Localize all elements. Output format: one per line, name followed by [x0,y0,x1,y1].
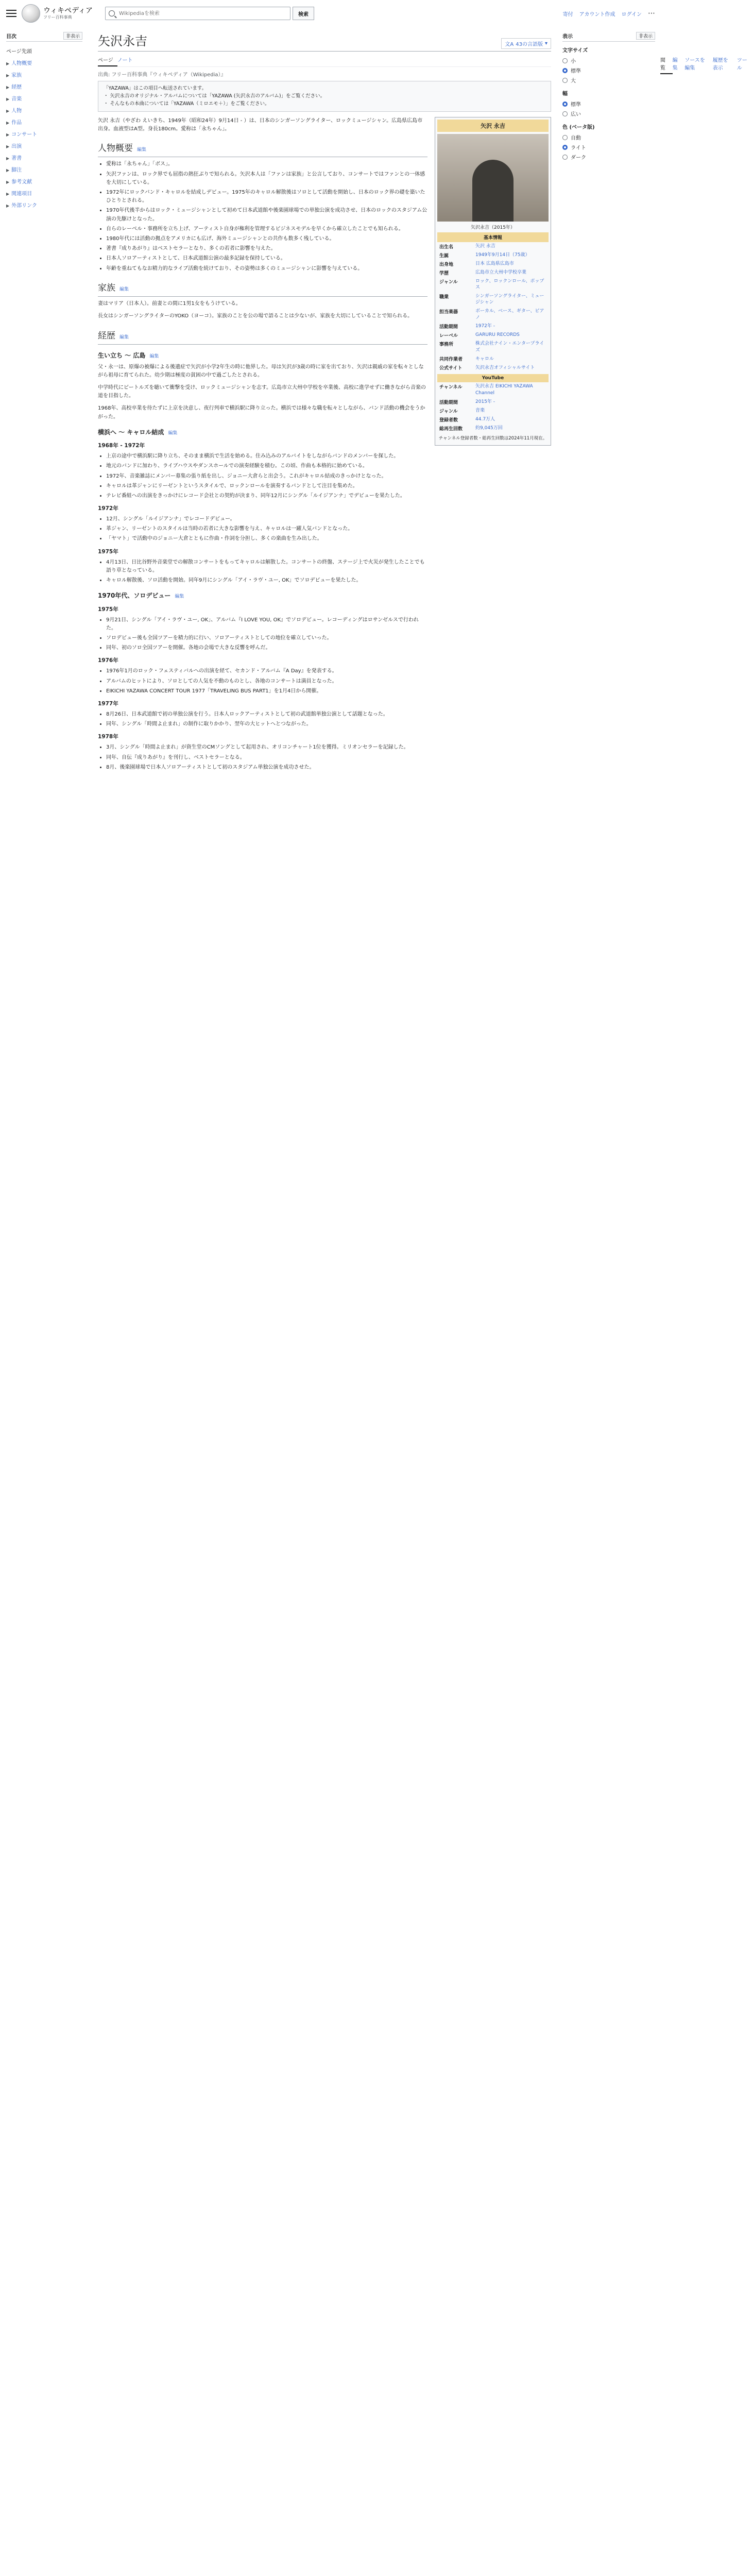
section-list [98,667,427,696]
list-item: • 12月、シングル「ルイジアンナ」でレコードデビュー。 [106,515,427,523]
section-heading [98,281,427,297]
infobox-section-basic: 基本情報 [437,232,549,242]
option-radio[interactable] [562,56,655,65]
tab-read[interactable]: 閲覧 [660,54,673,74]
toc-item-label: 外部リンク [11,203,37,209]
toc-item-label: 人物 [11,108,22,114]
section-paragraph: 妻はマリア（日本人）。前妻との間に1男1女をもうけている。 [98,301,241,307]
toc-item[interactable] [6,57,82,69]
infobox-row [437,292,549,307]
language-button[interactable] [501,38,551,49]
infobox-key: 活動期間 [439,400,458,405]
list-item: • 「ヤマト」で活動中のジョニー大倉とともに作曲・作詞を分担し、多くの楽曲を生み出した。 [106,535,427,543]
toc-title: 目次 [6,34,16,40]
list-item: • 8月26日、日本武道館で初の単独公演を行う。日本人ロックアーティストとして初の武道館単独公演として話題となった。 [106,710,427,719]
page-source-note: 出典: フリー百科事典『ウィキペディア（Wikipedia）』 [98,72,226,78]
radio-icon[interactable] [562,101,568,107]
infobox-row [437,251,549,260]
infobox-key: 共同作業者 [439,357,463,363]
appearance-title: 表示 [562,34,573,40]
toc-item-label: コンサート [11,132,38,138]
hatnote [98,81,551,112]
option-label: 標準 [571,69,581,74]
list-item: • 自らのレーベル・事務所を立ち上げ、アーティスト自身が権利を管理するビジネスモデルを早くから確立したことでも知られる。 [106,225,427,233]
option-radio[interactable] [562,99,655,109]
list-item: • アルバムのヒットにより、ソロとしての人気を不動のものとし、各地のコンサートは満員となった。 [106,677,427,686]
section-list [98,743,427,772]
section-heading-text: 1972年 [98,505,118,512]
language-count: 43の言語版 [516,42,543,47]
hatnote-line: ・ 矢沢永吉のオリジナル・アルバムについては「YAZAWA (矢沢永吉のアルバム)」をご覧ください。 [104,93,326,99]
infobox-key: 公式サイト [439,366,463,371]
appearance-hide-button[interactable]: 非表示 [636,32,655,40]
option-group [562,89,655,118]
toc-item-label: 参考文献 [11,179,32,185]
infobox-value[interactable]: シンガーソングライター、ミュージシャン [475,293,544,306]
toc-item[interactable] [6,92,82,104]
site-header [0,0,661,27]
search-field[interactable] [105,7,290,20]
list-item: • 8月、後楽園球場で日本人ソロアーティストとして初のスタジアム単独公演を成功させた。 [106,764,427,772]
list-item: • ソロデビュー後も全国ツアーを精力的に行い、ソロアーティストとしての地位を確立していった。 [106,634,427,642]
option-group [562,123,655,162]
section-heading [98,428,427,437]
section-list [98,515,427,544]
infobox-row [437,268,549,277]
toc-item[interactable] [6,175,82,187]
site-logo[interactable] [22,4,93,23]
infobox-row [437,363,549,372]
list-item: • 上京の途中で横浜駅に降り立ち、そのまま横浜で生活を始める。住み込みのアルバイトをしながらバンドのメンバーを探した。 [106,452,427,461]
infobox-row [437,307,549,322]
infobox-row [437,260,549,268]
toc-item-label: ページ先頭 [6,49,32,55]
list-item: • 地元のバンドに加わり、ライブハウスやダンスホールでの演奏経験を積む。この頃、作曲も本格的に始めている。 [106,462,427,470]
toc-item[interactable] [6,151,82,163]
infobox-key: チャンネル [439,385,463,391]
radio-icon[interactable] [562,145,568,150]
article-body [98,117,427,776]
infobox-value[interactable]: 矢沢永吉 EIKICHI YAZAWA Channel [475,384,533,396]
infobox-section-youtube: YouTube [437,374,549,382]
infobox-row [437,424,549,433]
logo-subtitle: フリー百科事典 [43,15,72,20]
infobox-row [437,406,549,415]
infobox-key: 生誕 [439,253,449,259]
toc-item-label: 人物概要 [11,61,32,66]
section-heading-text: 1968年 - 1972年 [98,443,145,449]
chevron-right-icon[interactable]: ▶ [6,204,10,208]
section-heading-text: 1976年 [98,657,118,664]
tab-tools[interactable]: ツール [737,58,747,71]
option-group-label: 色 (ベータ版) [562,125,595,130]
toc-item[interactable] [6,116,82,128]
infobox-caption: 矢沢永吉（2015年） [471,225,515,230]
infobox-key: 学歴 [439,270,449,276]
toc-item[interactable] [6,80,82,92]
list-item: • 1972年にロックバンド・キャロルを結成しデビュー。1975年のキャロル解散後はソロとして活動を開始し、日本のロック界の礎を築いたひとりとされる。 [106,189,427,205]
toc-hide-button[interactable]: 非表示 [63,32,82,40]
section-list [98,160,427,273]
search-icon [109,10,115,16]
section-heading-text: 1977年 [98,700,118,707]
section-heading [98,504,427,513]
infobox-value[interactable]: 音楽 [475,408,485,413]
radio-icon[interactable] [562,78,568,83]
list-item: • EIKICHI YAZAWA CONCERT TOUR 1977「TRAVELING BUS PART1」を1月4日から開催。 [106,687,427,696]
section-heading [98,733,427,741]
section-heading-text: 生い立ち ～ 広島 [98,352,146,360]
infobox-row [437,331,549,340]
option-radio[interactable] [562,75,655,85]
option-label: 大 [571,78,576,84]
option-radio[interactable] [562,132,655,142]
radio-icon[interactable] [562,58,568,63]
toc-item-label: 関連項目 [11,191,32,197]
chevron-right-icon[interactable]: ▶ [6,168,10,173]
infobox-key: ジャンル [439,409,458,414]
infobox-key: レーベル [439,333,458,339]
infobox-row [437,354,549,363]
infobox-row [437,398,549,406]
toc-item[interactable] [6,187,82,199]
section-list [98,616,427,653]
option-group [562,46,655,85]
section-heading-text: 家族 [98,282,115,293]
section-list [98,558,427,585]
chevron-right-icon[interactable]: ▶ [6,132,10,137]
section-heading [98,605,427,614]
toc-item[interactable] [6,45,82,57]
section-edit-link[interactable]: 編集 [119,334,129,340]
section-heading [98,142,427,158]
appearance-sidebar [562,27,655,162]
toc-item[interactable] [6,140,82,151]
lead-paragraph: 矢沢 永吉（やざわ えいきち、1949年（昭和24年）9月14日 - ）は、日本のシンガーソングライター、ロックミュージシャン。広島県広島市出身。血液型はA型。身長180cm。愛称は「永ちゃん」。 [98,117,423,132]
toc-list [6,45,82,211]
infobox-key: 担当楽器 [439,309,458,315]
section-heading [98,591,427,601]
infobox-row [437,382,549,397]
toc-item-label: 家族 [11,73,22,78]
chevron-right-icon[interactable]: ▶ [6,144,10,149]
infobox-key: 登録者数 [439,417,458,423]
logo-title: ウィキペディア [43,7,93,15]
option-label: 自動 [571,135,581,141]
infobox-value[interactable]: 1949年9月14日（75歳） [475,252,530,258]
hatnote-line: ・ そんなもの本曲については「YAZAWA（ミロエモ＋）」をご覧ください。 [104,101,270,107]
option-label: ダーク [571,155,586,161]
toc-item[interactable] [6,199,82,211]
wikipedia-globe-icon [22,4,40,23]
chevron-right-icon[interactable]: ▶ [6,97,10,101]
infobox-row [437,277,549,292]
list-item: • 3月、シングル「時間よ止まれ」が資生堂のCMソングとして起用され、オリコンチャート1位を獲得。ミリオンセラーを記録した。 [106,743,427,752]
section-edit-link[interactable]: 編集 [175,594,184,600]
tab-talk[interactable]: ノート [117,58,133,63]
infobox-key: 職業 [439,294,449,300]
option-radio[interactable] [562,65,655,75]
article-sections [98,142,427,772]
toc-item[interactable] [6,128,82,140]
radio-icon[interactable] [562,68,568,73]
infobox-value[interactable]: ボーカル、ベース、ギター、ピアノ [475,308,544,320]
list-item: • 年齢を重ねてもなお精力的なライブ活動を続けており、その姿勢は多くのミュージシャンに影響を与えている。 [106,265,427,273]
portrait-image[interactable] [437,134,549,222]
infobox-key: 活動期間 [439,325,458,330]
infobox-value[interactable]: 広島市立大州中学校卒業 [475,269,527,275]
section-heading-text: 横浜へ ～ キャロル結成 [98,428,164,436]
infobox-key: 事務所 [439,342,454,348]
radio-icon[interactable] [562,155,568,160]
section-heading [98,700,427,708]
list-item: • 同年、シングル「時間よ止まれ」の制作に取りかかり、翌年の大ヒットへとつながった。 [106,720,427,728]
option-radio[interactable] [562,142,655,152]
chevron-right-icon[interactable]: ▶ [6,61,10,66]
list-item: • 4月13日、日比谷野外音楽堂での解散コンサートをもってキャロルは解散した。コンサートの終盤、ステージ上で火災が発生したことでも語り草となっている。 [106,558,427,575]
chevron-right-icon[interactable]: ▶ [6,156,10,161]
option-radio[interactable] [562,109,655,118]
section-list [98,710,427,728]
infobox-value[interactable]: 1972年 - [475,324,495,329]
translate-icon: 文A [505,42,514,47]
infobox-row [437,340,549,354]
section-heading [98,548,427,556]
radio-icon[interactable] [562,135,568,140]
section-heading [98,329,427,345]
list-item: • 日本人ソロアーティストとして、日本武道館公演の最多記録を保持している。 [106,255,427,263]
section-heading-text: 1978年 [98,734,118,740]
tab-history[interactable]: 履歴を表示 [712,58,728,71]
section-list [98,452,427,500]
infobox-key: 総再生回数 [439,426,463,432]
list-item: • キャロルは革ジャンにリーゼントというスタイルで、ロックンロールを演奏するバンドとして注目を集めた。 [106,482,427,490]
infobox-youtube-table [437,382,549,432]
section-edit-link[interactable]: 編集 [168,430,178,436]
infobox-value[interactable]: ロック、ロックンロール、ポップス [475,278,544,291]
infobox-value[interactable]: 約9,045万回 [475,425,503,431]
section-paragraph: 1968年、高校卒業を待たずに上京を決意し、夜行列車で横浜駅に降り立った。横浜では様々な職を転々としながら、バンド活動の機会をうかがった。 [98,405,425,420]
chevron-right-icon[interactable]: ▶ [6,121,10,125]
list-item: • 1972年、音楽雑誌にメンバー募集の張り紙を出し、ジョニー大倉らと出会う。これがキャロル結成のきっかけとなった。 [106,472,427,481]
toc-item[interactable] [6,163,82,175]
toc-sidebar [0,27,89,216]
infobox-value[interactable]: GARURU RECORDS [475,332,520,338]
option-group-label: 文字サイズ [562,48,588,54]
list-item: • 同年、初のソロ全国ツアーを開催。各地の会場で大きな反響を呼んだ。 [106,644,427,652]
list-item: • 1980年代には活動の拠点をアメリカにも広げ、海外ミュージシャンとの共作も数多く残している。 [106,235,427,243]
infobox-key: 出生名 [439,244,454,250]
user-link[interactable]: アカウント作成 [579,11,615,18]
section-heading [98,656,427,665]
option-label: ライト [571,145,586,151]
infobox-row [437,322,549,331]
list-item: • テレビ番組への出演をきっかけにレコード会社との契約が決まり、同年12月にシングル「ルイジアンナ」でデビューを果たした。 [106,492,427,500]
toc-item-label: 音楽 [11,96,22,102]
chevron-right-icon[interactable]: ▶ [6,109,10,113]
infobox [435,117,551,446]
section-paragraph: 長女はシンガーソングライターのYOKO（ヨーコ）。家族のことを公の場で語ることは少ないが、家族を大切にしていることで知られる。 [98,313,413,319]
infobox-value[interactable]: 44.7万人 [475,416,495,422]
list-item: • 同年、自伝『成りあがり』を刊行し、ベストセラーとなる。 [106,754,427,762]
option-label: 標準 [571,102,581,108]
toc-item-label: 作品 [11,120,22,126]
chevron-right-icon[interactable]: ▶ [6,85,10,90]
option-label: 小 [571,59,576,64]
list-item: • 愛称は「永ちゃん」「ボス」。 [106,160,427,168]
section-edit-link[interactable]: 編集 [119,286,129,292]
infobox-value[interactable]: 株式会社ナイン・エンタープライズ [475,341,544,353]
user-links [563,9,655,18]
list-item: • 矢沢ファンは、ロック界でも屈指の熱狂ぶりで知られる。矢沢本人は「ファンは家族」と公言しており、コンサートではファンとの一体感を大切にしている。 [106,171,427,187]
section-paragraph: 中学時代にビートルズを聴いて衝撃を受け、ロックミュージシャンを志す。広島市立大州中学校を卒業後、高校に進学せずに働きながら音楽の道を目指した。 [98,384,426,399]
toc-item-label: 経歴 [11,84,22,90]
toc-item[interactable] [6,104,82,116]
tab-page[interactable]: ページ [98,54,117,66]
section-heading [98,442,427,450]
user-link[interactable]: 寄付 [562,11,573,18]
tab-edit-source[interactable]: ソースを編集 [684,58,705,71]
chevron-right-icon[interactable]: ▶ [6,192,10,196]
infobox-value[interactable]: 日本 広島県広島市 [475,261,514,266]
infobox-key: ジャンル [439,279,458,285]
section-heading-text: 1970年代、ソロデビュー [98,592,171,600]
chevron-right-icon[interactable]: ▶ [6,73,10,78]
section-heading [98,351,427,361]
toc-item[interactable] [6,69,82,80]
section-edit-link[interactable]: 編集 [137,147,147,152]
section-edit-link[interactable]: 編集 [149,354,159,360]
list-item: • 革ジャン、リーゼントのスタイルは当時の若者に大きな影響を与え、キャロルは一躍人気バンドとなった。 [106,525,427,533]
infobox-value[interactable]: 矢沢永吉オフィシャルサイト [475,365,535,370]
infobox-row [437,242,549,251]
infobox-row [437,415,549,424]
section-heading-text: 1975年 [98,606,118,613]
list-item: • 1976年1月のロック・フェスティバルへの出演を経て、セカンド・アルバム『A Day』を発表する。 [106,667,427,675]
page-tabs [98,54,747,71]
list-item: • 1970年代後半からはロック・ミュージシャンとして初めて日本武道館や後楽園球場での単独公演を成功させ、日本のロックのスタジアム公演の先駆けとなった。 [106,207,427,223]
toc-item-label: 脚注 [11,167,22,173]
tab-edit[interactable]: 編集 [672,58,678,71]
section-heading-text: 1975年 [98,548,118,555]
list-item: • 9月21日、シングル「アイ・ラヴ・ユー, OK」、アルバム『I LOVE YOU, OK』でソロデビュー。レコーディングはロサンゼルスで行われた。 [106,616,427,633]
option-radio[interactable] [562,152,655,162]
more-options-icon[interactable]: ⋯ [648,9,655,18]
section-paragraph: 父・永一は、原爆の被爆による後遺症で矢沢が小学2年生の時に他界した。母は矢沢が3歳の時に家を出ており、矢沢は親戚の家を転々としながら祖母に育てられた。幼少期は極度の貧困の中で過ごしたとされる。 [98,364,424,378]
option-label: 広い [571,112,581,117]
infobox-value[interactable]: 2015年 - [475,399,495,404]
user-link[interactable]: ログイン [621,11,642,18]
infobox-note: チャンネル登録者数・総再生回数は2024年11月現在。 [438,435,547,441]
list-item: • 著書『成りあがり』はベストセラーとなり、多くの若者に影響を与えた。 [106,245,427,253]
search-input[interactable] [118,10,275,17]
hatnote-line: 「YAZAWA」はこの項目へ転送されています。 [104,86,207,91]
infobox-value[interactable]: 矢沢 永吉 [475,243,495,249]
page-title: 矢沢永吉 [98,34,147,48]
list-item: • キャロル解散後、ソロ活動を開始。同年9月にシングル「アイ・ラヴ・ユー, OK」でソロデビューを果たした。 [106,577,427,585]
radio-icon[interactable] [562,111,568,116]
main-menu-icon[interactable] [6,10,16,17]
toc-item-label: 出演 [11,144,22,149]
infobox-title: 矢沢 永吉 [437,120,549,132]
toc-item-label: 著書 [11,156,22,161]
section-heading-text: 人物概要 [98,143,133,154]
infobox-value[interactable]: キャロル [475,356,494,362]
chevron-right-icon[interactable]: ▶ [6,180,10,184]
infobox-key: 出身地 [439,262,454,267]
infobox-table [437,242,549,372]
section-heading-text: 経歴 [98,330,115,341]
option-group-label: 幅 [562,91,568,97]
search-button[interactable]: 検索 [293,7,314,20]
chevron-down-icon: ▾ [544,41,547,46]
